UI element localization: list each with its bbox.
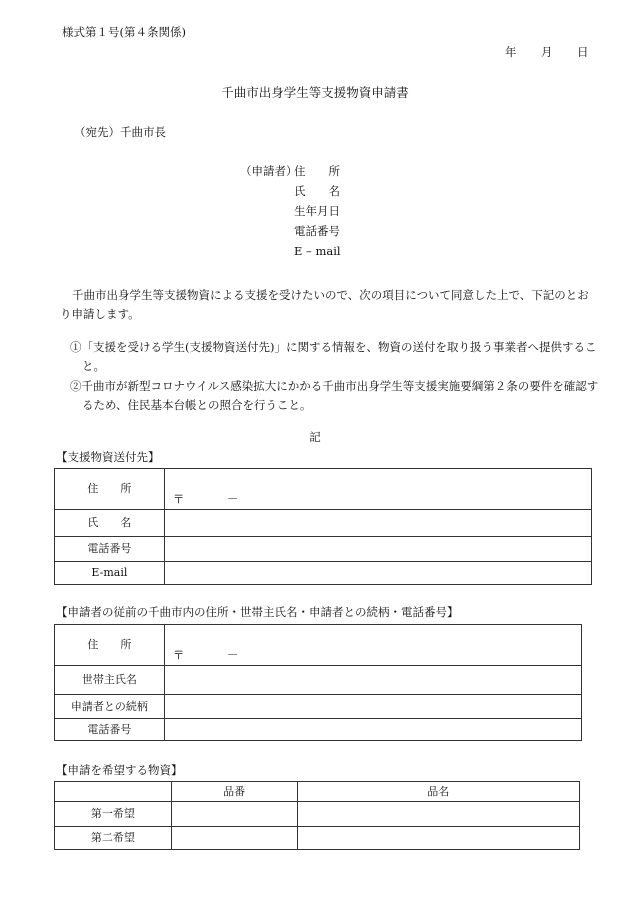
householder-name-label: 世帯主氏名: [55, 666, 165, 695]
applicant-birthdate-label: 生年月日: [294, 204, 340, 218]
first-choice-label: 第一希望: [55, 802, 172, 827]
first-choice-item-number[interactable]: [171, 802, 297, 827]
applicant-name-label: 氏 名: [294, 184, 340, 198]
page-title: 千曲市出身学生等支援物資申請書: [221, 85, 409, 100]
header-item-name: 品名: [297, 782, 579, 802]
delivery-address-field[interactable]: [164, 469, 591, 510]
delivery-email-field[interactable]: [164, 562, 591, 585]
table-row: [55, 537, 592, 562]
applicant-phone-label: 電話番号: [294, 224, 340, 238]
table-row: [55, 666, 582, 695]
table-row: [55, 510, 592, 537]
previous-phone-label: 電話番号: [55, 719, 165, 741]
application-statement: 千曲市出身学生等支援物資による支援を受けたいので、次の項目について同意した上で、下記のとおり申請します。: [60, 288, 589, 321]
requested-goods-table: [54, 781, 580, 850]
previous-address-table: [54, 624, 582, 741]
applicant-email-label: E – mail: [294, 244, 341, 258]
householder-name-field[interactable]: [164, 666, 581, 695]
date-year-label: 年: [505, 45, 517, 59]
previous-address-field[interactable]: [164, 625, 581, 666]
second-choice-item-number[interactable]: [171, 827, 297, 850]
relationship-field[interactable]: [164, 695, 581, 719]
date-day-label: 日: [577, 45, 589, 59]
ki-heading: 記: [309, 430, 321, 444]
delivery-table: [54, 468, 592, 585]
consent-item-1: ①「支援を受ける学生(支援物資送付先)」に関する情報を、物資の送付を取り扱う事業者へ提供すること。: [70, 340, 597, 373]
delivery-phone-field[interactable]: [164, 537, 591, 562]
relationship-label: 申請者との続柄: [55, 695, 165, 719]
previous-address-label: 住 所: [55, 625, 165, 666]
table-row: [55, 827, 580, 850]
second-choice-label: 第二希望: [55, 827, 172, 850]
applicant-address-label: 住 所: [294, 164, 340, 178]
consent-item-2: ②千曲市が新型コロナウイルス感染拡大にかかる千曲市出身学生等支援実施要綱第２条の要件を確認するため、住民基本台帳との照合を行うこと。: [70, 379, 599, 412]
section-previous-address-title: 【申請者の従前の千曲市内の住所・世帯主氏名・申請者との続柄・電話番号】: [56, 605, 459, 619]
form-number: 様式第１号(第４条関係): [62, 25, 186, 39]
postal-dash: －: [226, 648, 239, 662]
delivery-name-field[interactable]: [164, 510, 591, 537]
table-row: [55, 562, 592, 585]
delivery-email-label: E-mail: [55, 562, 165, 585]
table-row: [55, 719, 582, 741]
table-row: [55, 695, 582, 719]
table-row: [55, 625, 582, 666]
table-header-row: [55, 782, 580, 802]
previous-phone-field[interactable]: [164, 719, 581, 741]
delivery-phone-label: 電話番号: [55, 537, 165, 562]
header-blank: [55, 782, 172, 802]
second-choice-item-name[interactable]: [297, 827, 579, 850]
recipient: （宛先）千曲市長: [74, 125, 166, 139]
delivery-name-label: 氏 名: [55, 510, 165, 537]
postal-dash: －: [226, 492, 239, 506]
date-month-label: 月: [541, 45, 553, 59]
postal-mark: 〒: [172, 648, 185, 662]
table-row: [55, 802, 580, 827]
table-row: [55, 469, 592, 510]
applicant-label: （申請者）: [240, 164, 298, 178]
section-delivery-title: 【支援物資送付先】: [56, 450, 160, 464]
first-choice-item-name[interactable]: [297, 802, 579, 827]
header-item-number: 品番: [171, 782, 297, 802]
delivery-address-label: 住 所: [55, 469, 165, 510]
postal-mark: 〒: [172, 492, 185, 506]
section-requested-goods-title: 【申請を希望する物資】: [56, 763, 183, 777]
